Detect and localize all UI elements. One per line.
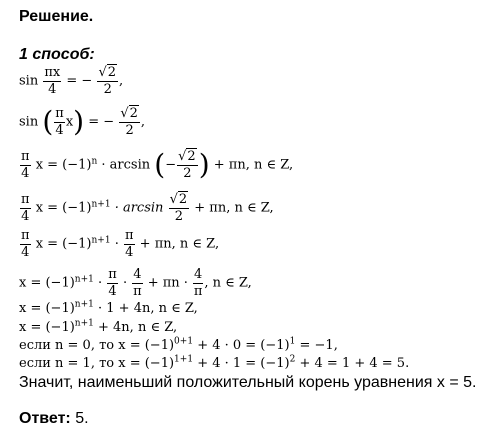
- equals-minus: = −: [66, 73, 93, 89]
- fraction-pix-over-4: $\frac{\pi x}{4}$: [44, 65, 61, 97]
- exponent: n+1: [74, 318, 94, 329]
- fraction-4-over-pi: $\frac{4}{\pi}$: [133, 267, 142, 299]
- equation-line-10: [19, 354, 410, 371]
- fraction-sqrt2-over-2: $\frac{√2}{2}$: [98, 65, 117, 97]
- x-equals-minus-one-power: x = (−1): [19, 320, 75, 335]
- exponent: 0+1: [174, 336, 194, 347]
- answer-line: [19, 410, 89, 428]
- fraction-sqrt2-over-2: $\frac{√2}{2}$: [169, 192, 188, 224]
- x-equals-minus-one-power: x = (−1): [35, 200, 92, 216]
- fraction-pi-over-4: $\frac{\pi}{4}$: [21, 228, 30, 260]
- paren-close: ): [198, 148, 210, 182]
- exponent: n+1: [74, 299, 94, 310]
- x-equals-minus-one-power: x = (−1): [19, 275, 75, 291]
- line-end: + πn, n ∈ Z,: [139, 236, 220, 252]
- case-n0-start: если n = 0, то x = (−1): [19, 338, 175, 353]
- equation-line-4: [19, 193, 274, 223]
- sin-label: sin: [19, 73, 39, 89]
- sin-label: sin: [19, 114, 39, 130]
- x-equals-minus-one-power: x = (−1): [35, 236, 92, 252]
- fraction-sqrt2-over-2: $\frac{√2}{2}$: [120, 106, 138, 138]
- answer-value: 5.: [70, 410, 89, 427]
- fraction-pi-over-4-b: $\frac{\pi}{4}$: [124, 228, 134, 260]
- equation-line-6: [19, 268, 252, 298]
- plus-pin: + πn ·: [147, 275, 188, 291]
- line-end: , n ∈ Z,: [204, 275, 252, 291]
- case-n0-end: = −1,: [299, 338, 338, 353]
- answer-label: Ответ:: [19, 410, 71, 427]
- exponent: n+1: [74, 274, 94, 285]
- exponent: n: [91, 156, 98, 167]
- line-end: + πn, n ∈ Z,: [213, 157, 294, 173]
- exponent-2: 1: [289, 336, 296, 347]
- x-equals-minus-one-power: x = (−1): [35, 157, 92, 173]
- case-n1-start: если n = 1, то x = (−1): [19, 356, 175, 371]
- arcsin-label: · arcsin: [114, 200, 164, 216]
- fraction-4-over-pi-b: $\frac{4}{\pi}$: [193, 267, 203, 299]
- conclusion-text: Значит, наименьший положительный корень уравнения x = 5.: [19, 374, 477, 391]
- fraction-pi-over-4: $\frac{\pi}{4}$: [55, 106, 64, 138]
- equation-line-2: [19, 107, 145, 137]
- multiply-dot: ·: [98, 275, 103, 291]
- fraction-pi-over-4: $\frac{\pi}{4}$: [108, 267, 117, 299]
- exponent: n+1: [91, 199, 111, 210]
- exponent: n+1: [91, 235, 111, 246]
- equals-minus: = −: [88, 114, 115, 130]
- case-n1-mid: + 4 · 1 = (−1): [197, 356, 290, 371]
- line-rest: · 1 + 4n, n ∈ Z,: [98, 301, 198, 316]
- method-title: 1 способ:: [19, 46, 95, 63]
- line-end: ,: [140, 114, 146, 130]
- equation-line-5: [19, 229, 219, 259]
- equation-line-9: [19, 336, 338, 353]
- multiply-dot: ·: [114, 236, 119, 252]
- paren-open: (: [154, 148, 166, 182]
- case-n0-mid: + 4 · 0 = (−1): [197, 338, 290, 353]
- exponent: 1+1: [174, 354, 194, 365]
- equation-line-8: [19, 318, 178, 335]
- var-x: x: [65, 114, 74, 130]
- equation-line-3: $\frac{\pi}{4}$ $x = (-1)^n \cdot \arcsin$ (− $\frac{√2}{2}$ ) + πn, n ∈ Z,: [21, 148, 294, 182]
- fraction-pi-over-4: $\frac{\pi}{4}$: [21, 149, 30, 181]
- line-rest: + 4n, n ∈ Z,: [98, 320, 178, 335]
- paren-open: (: [42, 105, 54, 139]
- exponent-2: 2: [289, 354, 296, 365]
- case-n1-end: + 4 = 1 + 4 = 5.: [299, 356, 410, 371]
- line-end: ,: [119, 73, 124, 89]
- fraction-sqrt2-over-2: $\frac{√2}{2}$: [178, 149, 196, 181]
- fraction-pi-over-4: $\frac{\pi}{4}$: [21, 192, 30, 224]
- x-equals-minus-one-power: x = (−1): [19, 301, 75, 316]
- arcsin-label: · arcsin: [101, 157, 151, 173]
- line-end: + πn, n ∈ Z,: [194, 200, 274, 216]
- solution-heading: Решение.: [19, 8, 94, 25]
- equation-line-7: [19, 299, 198, 316]
- multiply-dot-2: ·: [122, 275, 128, 291]
- paren-close: ): [73, 105, 85, 139]
- equation-line-1: [19, 66, 123, 96]
